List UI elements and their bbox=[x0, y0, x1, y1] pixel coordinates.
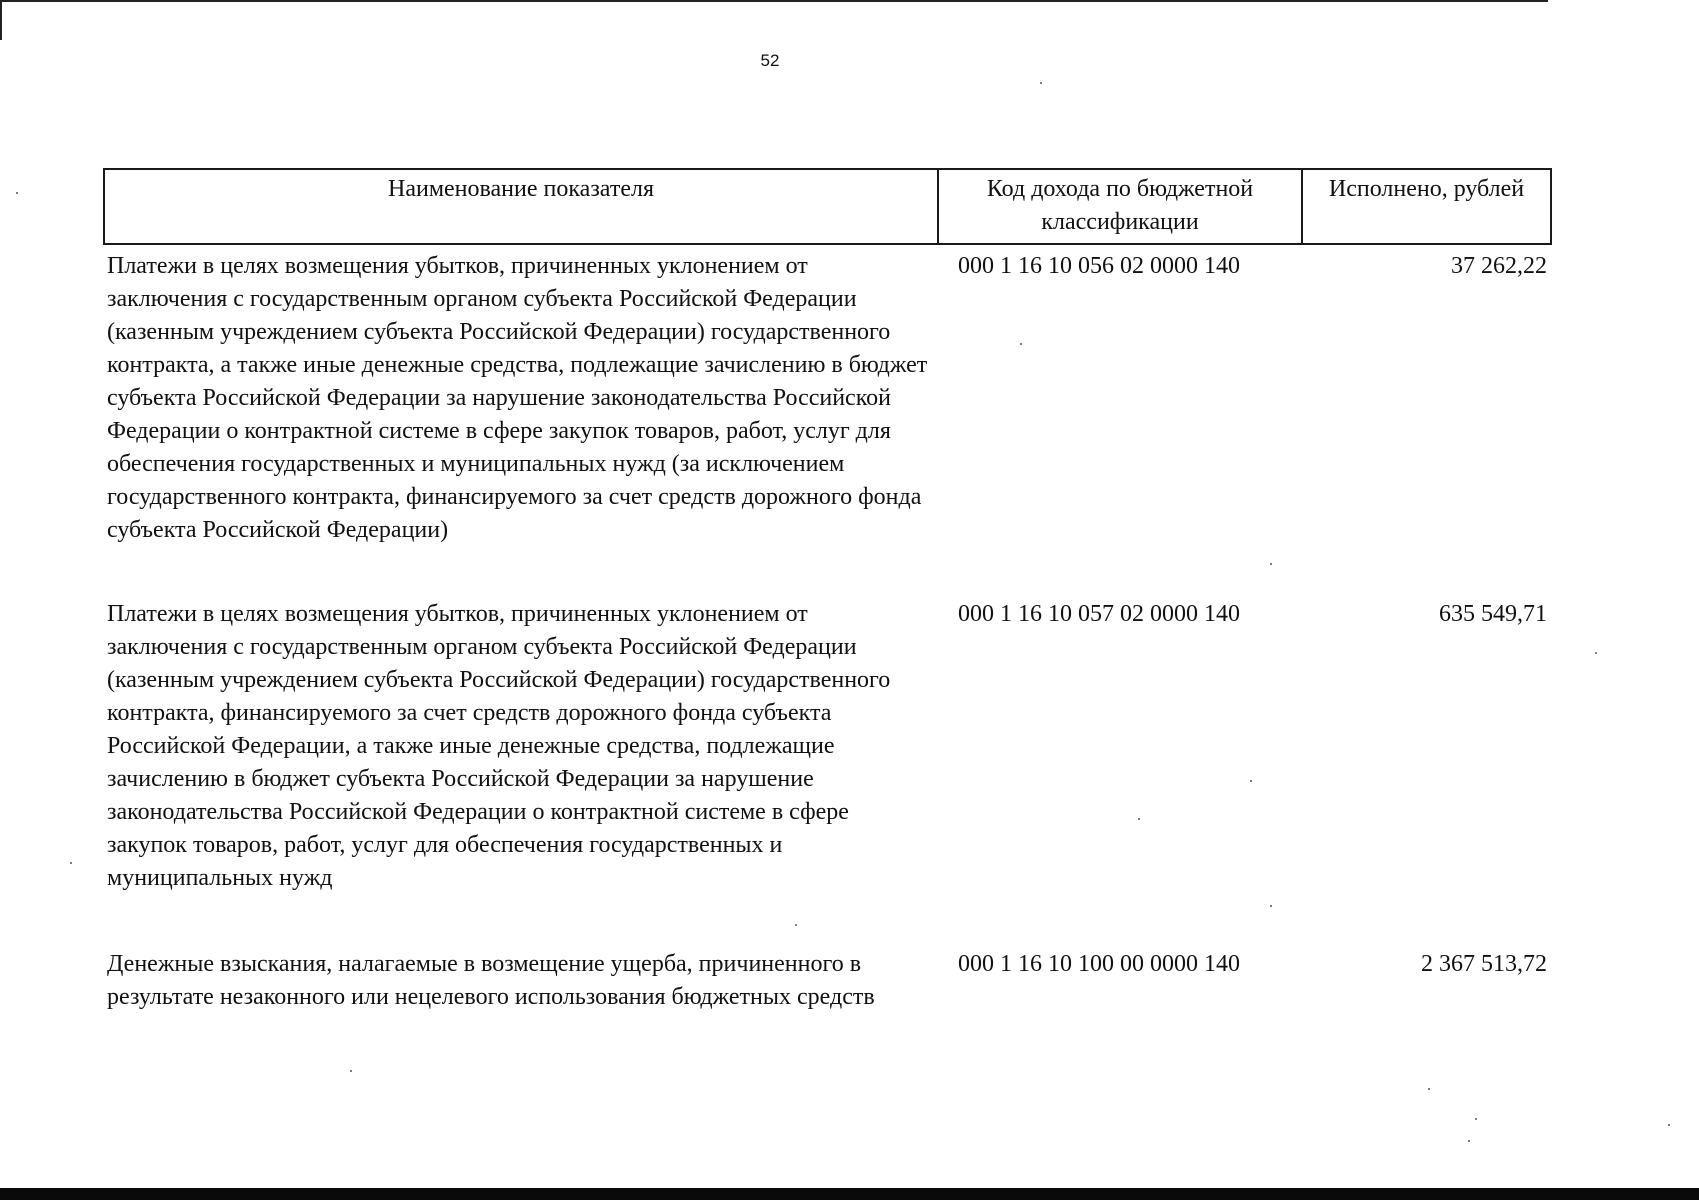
header-executed-amount: Исполнено, рублей bbox=[1302, 169, 1551, 244]
page-number: 52 bbox=[760, 51, 780, 70]
scan-speck bbox=[1270, 905, 1272, 907]
revenue-code-cell: 000 1 16 10 100 00 0000 140 bbox=[958, 951, 1240, 977]
scan-speck bbox=[70, 862, 72, 864]
scan-top-border bbox=[0, 0, 1548, 2]
table-row bbox=[104, 597, 1551, 948]
indicator-name-cell: Платежи в целях возмещения убытков, причиненных уклонением от заключения с государственным органом субъекта Российской Федерации (казенным учреждением субъекта Российской Федерации) государственного контракта, финансируемого за счет средств дорожного фонда субъекта Российской Федерации, а также иные денежные средства, подлежащие зачислению в бюджет субъекта Российской Федерации за нарушение законодательства Российской Федерации о контрактной системе в сфере закупок товаров, работ, услуг для обеспечения государственных и муниципальных нужд bbox=[107, 601, 891, 891]
revenue-code-cell: 000 1 16 10 057 02 0000 140 bbox=[958, 601, 1240, 627]
scan-speck bbox=[1020, 343, 1022, 345]
scan-bottom-border bbox=[0, 1188, 1699, 1200]
scan-speck bbox=[1138, 818, 1140, 820]
scan-speck bbox=[1250, 780, 1252, 782]
revenue-table bbox=[103, 168, 1552, 1014]
table-body bbox=[104, 244, 1551, 1014]
table-row bbox=[104, 244, 1551, 597]
scan-speck bbox=[350, 1070, 352, 1072]
revenue-code-cell: 000 1 16 10 056 02 0000 140 bbox=[958, 253, 1240, 279]
indicator-name-cell: Платежи в целях возмещения убытков, причиненных уклонением от заключения с государственным органом субъекта Российской Федерации (казенным учреждением субъекта Российской Федерации) государственного контракта, а также иные денежные средства, подлежащие зачислению в бюджет субъекта Российской Федерации за нарушение законодательства Российской Федерации о контрактной системе в сфере закупок товаров, работ, услуг для обеспечения государственных и муниципальных нужд (за исключением государственного контракта, финансируемого за счет средств дорожного фонда субъекта Российской Федерации) bbox=[107, 253, 928, 543]
executed-amount-cell: 37 262,22 bbox=[1451, 253, 1547, 279]
executed-amount-cell: 635 549,71 bbox=[1439, 601, 1547, 627]
scan-speck bbox=[1468, 1140, 1470, 1142]
header-indicator-name: Наименование показателя bbox=[104, 169, 938, 244]
scan-left-edge bbox=[0, 0, 2, 40]
scan-speck bbox=[795, 924, 797, 926]
scan-speck bbox=[1668, 1124, 1670, 1126]
table-row bbox=[104, 948, 1551, 1014]
scan-speck bbox=[1428, 1088, 1430, 1090]
scan-speck bbox=[1475, 1118, 1477, 1120]
scan-speck bbox=[1040, 82, 1042, 84]
scan-speck bbox=[16, 192, 18, 194]
header-revenue-code: Код дохода по бюджетной классификации bbox=[938, 169, 1302, 244]
indicator-name-cell: Денежные взыскания, налагаемые в возмещение ущерба, причиненного в результате незаконного или нецелевого использования бюджетных средств bbox=[107, 951, 875, 1010]
table-header bbox=[104, 169, 1551, 244]
header-row bbox=[104, 169, 1551, 244]
scan-speck bbox=[1595, 652, 1597, 654]
scan-speck bbox=[1270, 563, 1272, 565]
executed-amount-cell: 2 367 513,72 bbox=[1421, 951, 1547, 977]
